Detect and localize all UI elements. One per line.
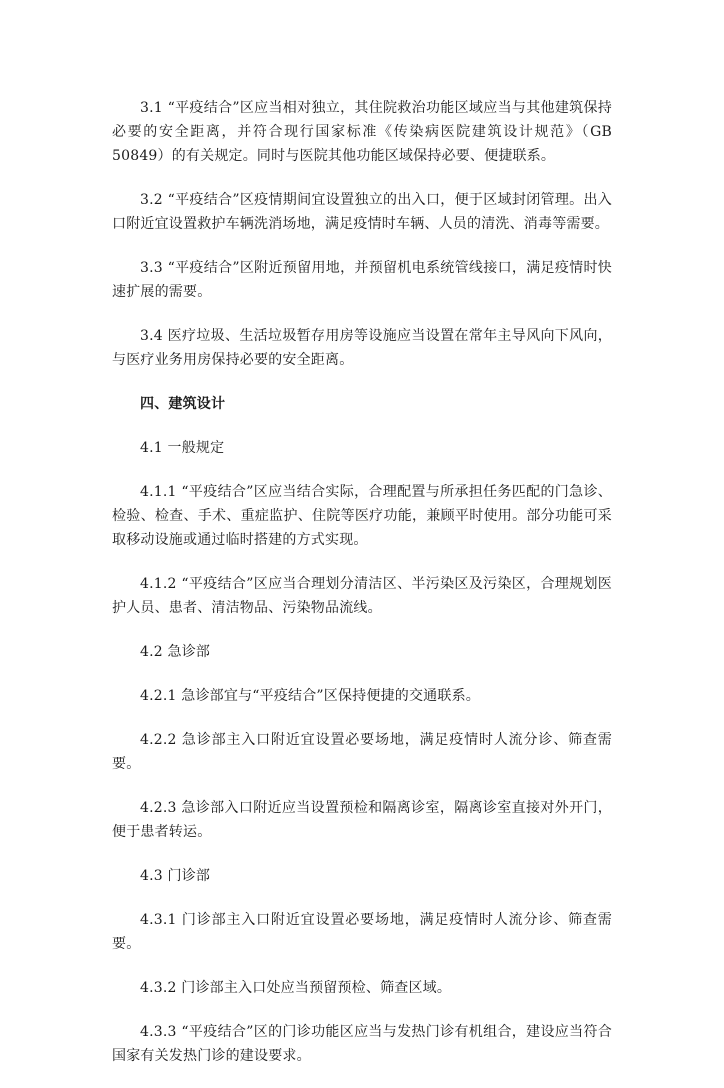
- paragraph-4-1-2: 4.1.2 “平疫结合”区应当合理划分清洁区、半污染区及污染区，合理规划医护人员、患者、清洁物品、污染物品流线。: [112, 576, 612, 616]
- paragraph-4-3-1: 4.3.1 门诊部主入口附近宜设置必要场地，满足疫情时人流分诊、筛查需要。: [112, 912, 612, 952]
- document-page: [112, 96, 612, 1088]
- subheading-4-1: 4.1 一般规定: [140, 440, 225, 456]
- section-heading-4: 四、建筑设计: [140, 396, 226, 412]
- subheading-4-2: 4.2 急诊部: [140, 644, 211, 660]
- subheading-4-3: 4.3 门诊部: [140, 868, 211, 884]
- paragraph-4-3-3: 4.3.3 “平疫结合”区的门诊功能区应当与发热门诊有机组合，建设应当符合国家有关发热门诊的建设要求。: [112, 1024, 612, 1064]
- paragraph-4-2-2: 4.2.2 急诊部主入口附近宜设置必要场地，满足疫情时人流分诊、筛查需要。: [112, 732, 612, 772]
- paragraph-3-3: 3.3 “平疫结合”区附近预留用地，并预留机电系统管线接口，满足疫情时快速扩展的需要。: [112, 260, 612, 300]
- paragraph-4-2-1: 4.2.1 急诊部宜与“平疫结合”区保持便捷的交通联系。: [140, 688, 480, 704]
- paragraph-4-2-3: 4.2.3 急诊部入口附近应当设置预检和隔离诊室，隔离诊室直接对外开门，便于患者转运。: [112, 800, 612, 840]
- paragraph-4-3-2: 4.3.2 门诊部主入口处应当预留预检、筛查区域。: [140, 980, 452, 996]
- paragraph-3-1: 3.1 “平疫结合”区应当相对独立，其住院救治功能区域应当与其他建筑保持必要的安全距离，并符合现行国家标准《传染病医院建筑设计规范》（GB 50849）的有关规定。同时与医院其他功能区域保持必要、便捷联系。: [112, 100, 612, 164]
- paragraph-4-1-1: 4.1.1 “平疫结合”区应当结合实际，合理配置与所承担任务匹配的门急诊、检验、检查、手术、重症监护、住院等医疗功能，兼顾平时使用。部分功能可采取移动设施或通过临时搭建的方式实现。: [112, 484, 612, 548]
- paragraph-3-4: 3.4 医疗垃圾、生活垃圾暂存用房等设施应当设置在常年主导风向下风向，与医疗业务用房保持必要的安全距离。: [112, 328, 612, 368]
- paragraph-3-2: 3.2 “平疫结合”区疫情期间宜设置独立的出入口，便于区域封闭管理。出入口附近宜设置救护车辆洗消场地，满足疫情时车辆、人员的清洗、消毒等需要。: [112, 192, 612, 232]
